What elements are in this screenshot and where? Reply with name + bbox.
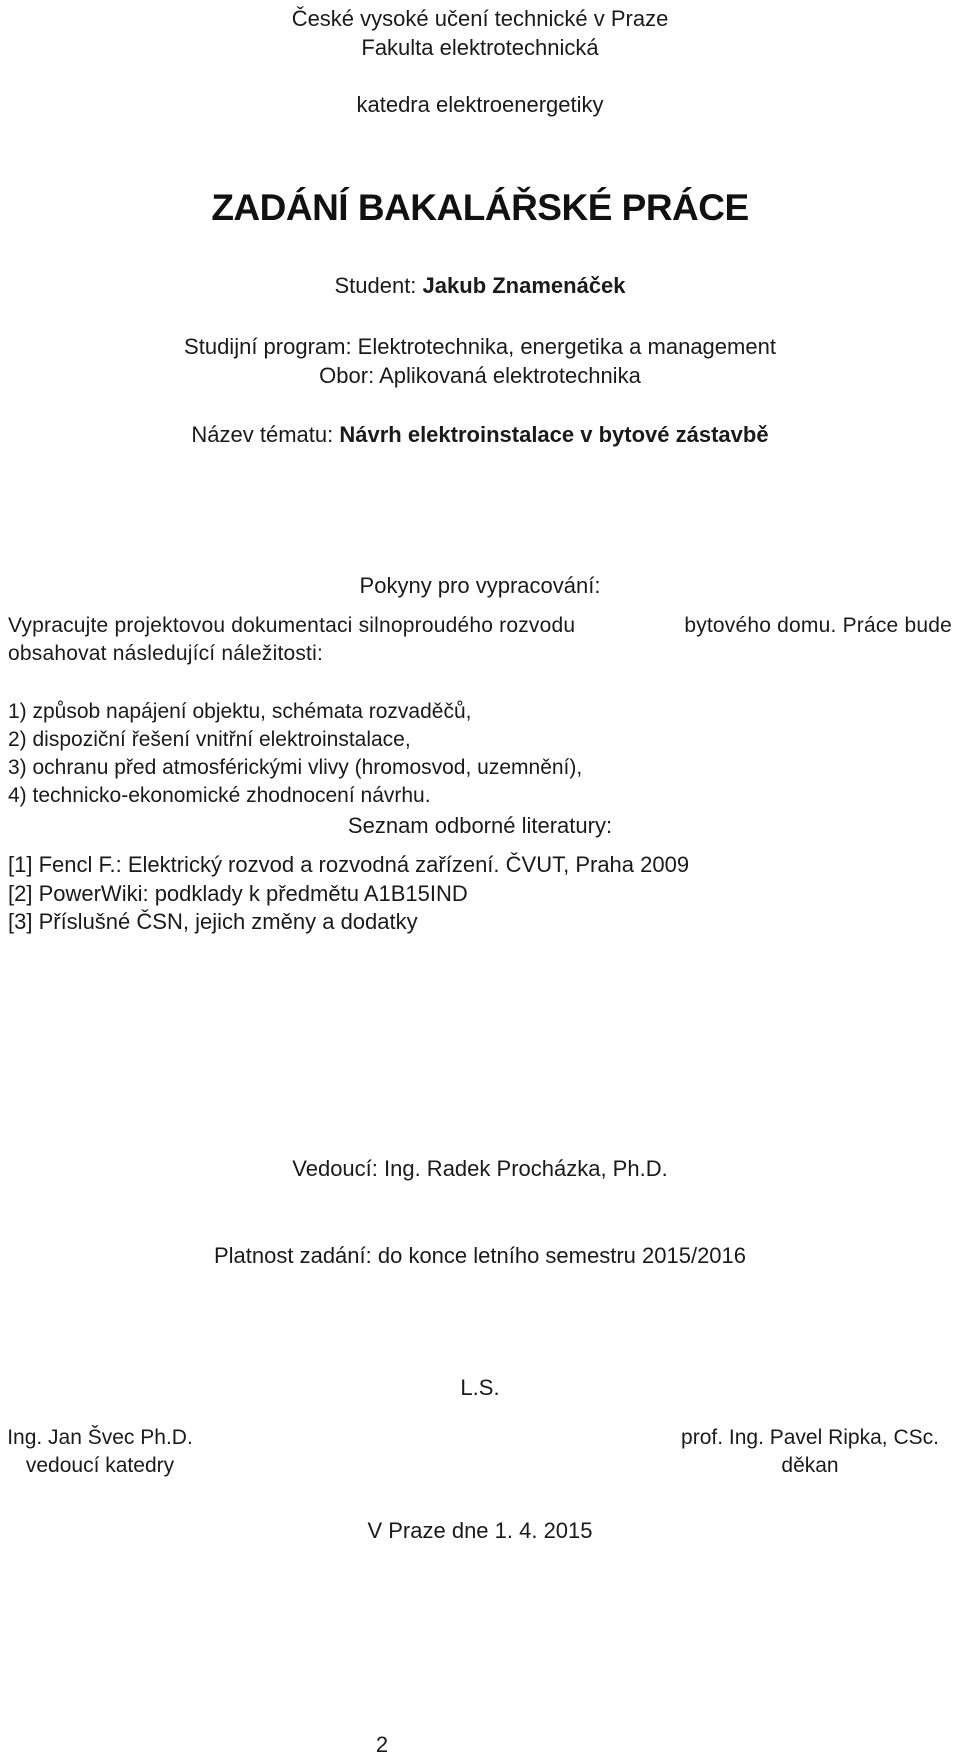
signature-name: Ing. Jan Švec Ph.D. <box>7 1426 193 1449</box>
faculty-name: Fakulta elektrotechnická <box>361 35 599 60</box>
literature-list <box>8 851 689 937</box>
instructions-line-1-part-2: bytového domu. Práce bude <box>684 614 952 637</box>
study-field: Obor: Aplikovaná elektrotechnika <box>319 363 641 388</box>
instructions-line-2: obsahovat následující náležitosti: <box>8 642 323 665</box>
reference-item: [1] Fencl F.: Elektrický rozvod a rozvodná zařízení. ČVUT, Praha 2009 <box>8 852 690 877</box>
instructions-heading: Pokyny pro vypracování: <box>359 573 601 598</box>
instructions-line-1-part-1: Vypracujte projektovou dokumentaci silnoproudého rozvodu <box>8 614 576 637</box>
instructions-list <box>8 698 582 810</box>
literature-heading: Seznam odborné literatury: <box>347 813 613 838</box>
student-label: Student: <box>334 273 423 298</box>
document-title: ZADÁNÍ BAKALÁŘSKÉ PRÁCE <box>211 187 749 228</box>
list-item: 4) technicko-ekonomické zhodnocení návrhu. <box>8 784 431 807</box>
instructions-line-1 <box>8 612 952 640</box>
seal-mark: L.S. <box>460 1375 500 1400</box>
student-name: Jakub Znamenáček <box>422 273 626 298</box>
reference-item: [3] Příslušné ČSN, jejich změny a dodatky <box>8 909 418 934</box>
student-line <box>0 272 960 300</box>
signature-name: prof. Ing. Pavel Ripka, CSc. <box>681 1426 939 1449</box>
page-number: 2 <box>375 1732 389 1757</box>
topic-value: Návrh elektroinstalace v bytové zástavbě <box>339 422 769 447</box>
department-name: katedra elektroenergetiky <box>356 92 604 117</box>
signature-role: děkan <box>781 1454 839 1477</box>
list-item: 3) ochranu před atmosférickými vlivy (hromosvod, uzemnění), <box>8 756 583 779</box>
instructions-paragraph <box>8 612 952 668</box>
topic-label: Název tématu: <box>191 422 340 447</box>
date-line: V Praze dne 1. 4. 2015 <box>367 1518 593 1543</box>
university-name: České vysoké učení technické v Praze <box>291 6 669 31</box>
study-program: Studijní program: Elektrotechnika, energetika a management <box>184 334 776 359</box>
list-item: 2) dispoziční řešení vnitřní elektroinstalace, <box>8 728 411 751</box>
supervisor-line: Vedoucí: Ing. Radek Procházka, Ph.D. <box>292 1156 668 1181</box>
reference-item: [2] PowerWiki: podklady k předmětu A1B15IND <box>8 880 468 906</box>
list-item: 1) způsob napájení objektu, schémata rozvaděčů, <box>8 700 472 723</box>
topic-line <box>0 421 960 449</box>
signature-role: vedoucí katedry <box>25 1454 175 1477</box>
signature-dean <box>660 1424 960 1480</box>
signature-head-of-department <box>0 1424 200 1480</box>
validity-line: Platnost zadání: do konce letního semestru 2015/2016 <box>213 1243 747 1268</box>
